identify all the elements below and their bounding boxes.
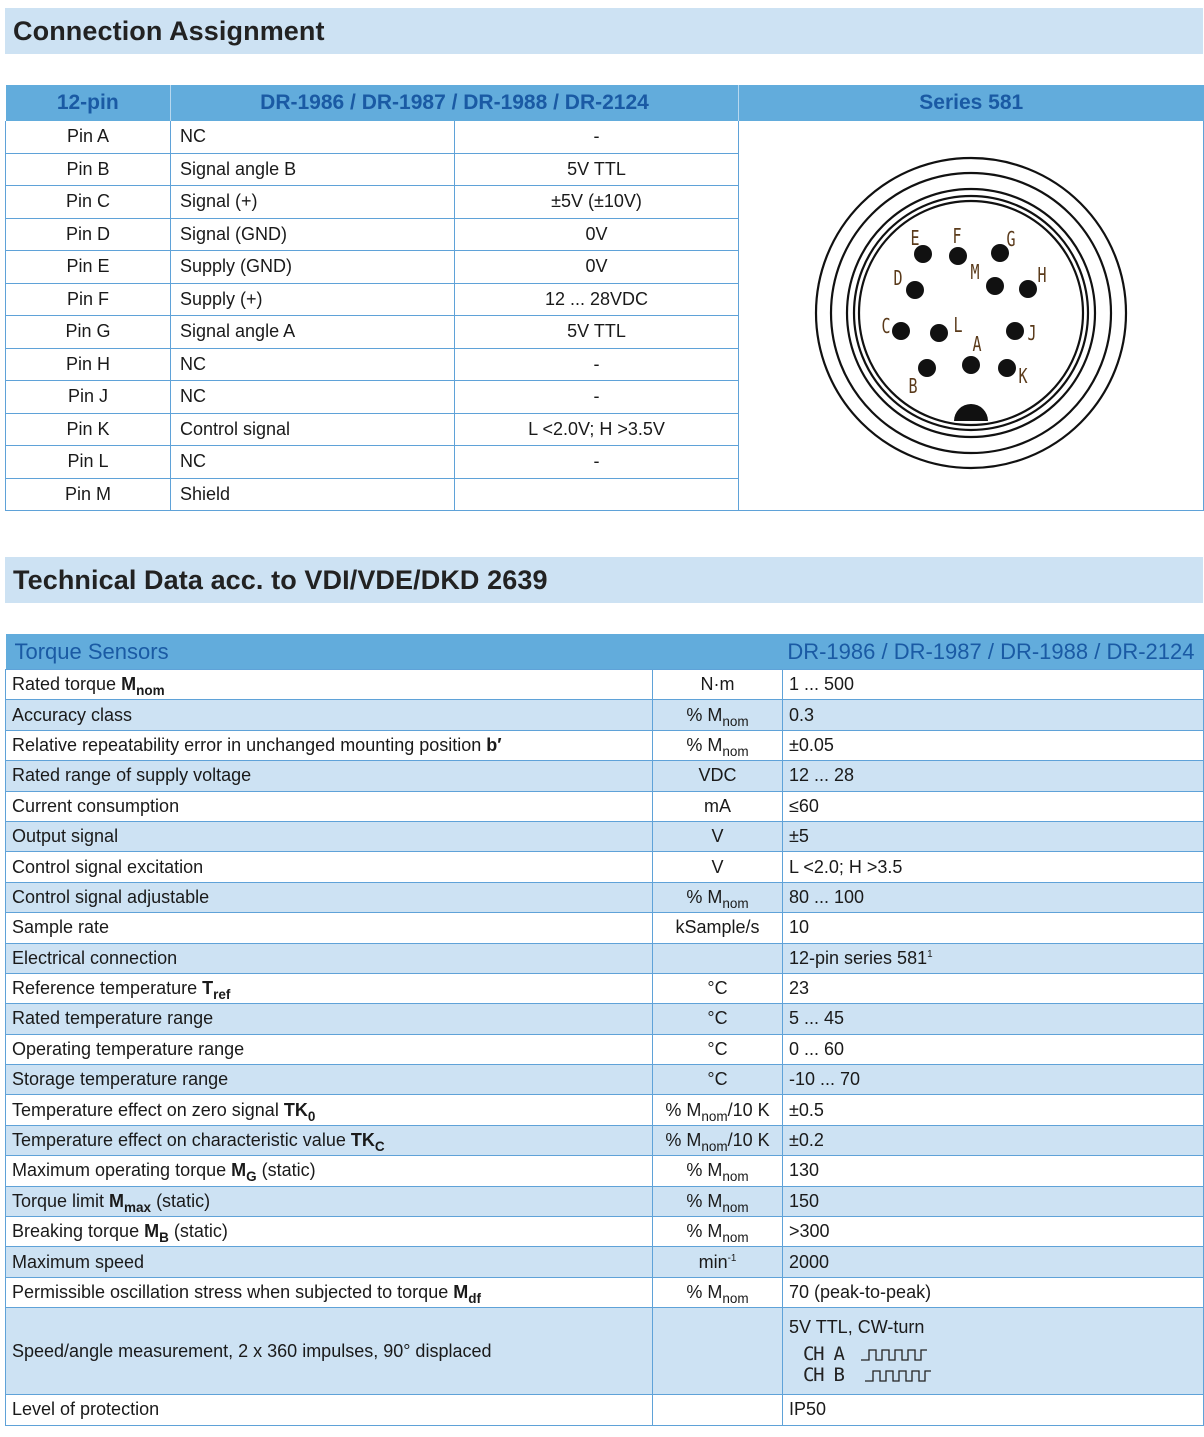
spec-row bbox=[6, 1125, 1204, 1155]
parameter-symbol: M bbox=[144, 1221, 160, 1242]
pin-function: Signal (GND) bbox=[171, 218, 455, 251]
spec-parameter bbox=[6, 1004, 653, 1034]
pin-contact-c bbox=[892, 322, 910, 340]
pin-function: NC bbox=[171, 121, 455, 153]
header-models: DR-1986 / DR-1987 / DR-1988 / DR-2124 bbox=[171, 85, 739, 121]
technical-section-title: Technical Data acc. to VDI/VDE/DKD 2639 bbox=[13, 565, 548, 595]
unit-text: % M bbox=[686, 886, 723, 907]
key-notch bbox=[954, 404, 988, 421]
pin-name: Pin L bbox=[6, 446, 171, 479]
connection-table-header bbox=[6, 85, 1204, 121]
spec-parameter bbox=[6, 1156, 653, 1186]
spec-row bbox=[6, 1095, 1204, 1125]
parameter-text: Operating temperature range bbox=[12, 1038, 245, 1059]
spec-row bbox=[6, 700, 1204, 730]
pin-value: 0V bbox=[455, 218, 739, 251]
parameter-text: Rated range of supply voltage bbox=[12, 765, 252, 786]
parameter-text: Maximum operating torque bbox=[12, 1160, 232, 1181]
spec-parameter bbox=[6, 1217, 653, 1247]
unit-text: min bbox=[698, 1251, 728, 1272]
pin-label-h: H bbox=[1037, 265, 1047, 288]
header-models: DR-1986 / DR-1987 / DR-1988 / DR-2124 bbox=[783, 634, 1204, 670]
pin-value: 5V TTL bbox=[455, 316, 739, 349]
pin-value: - bbox=[455, 121, 739, 153]
pin-contact-m bbox=[986, 277, 1004, 295]
value-text: 10 bbox=[789, 917, 810, 938]
spec-parameter bbox=[6, 1034, 653, 1064]
spec-parameter bbox=[6, 913, 653, 943]
spec-row bbox=[6, 821, 1204, 851]
pin-function: Shield bbox=[171, 478, 455, 511]
parameter-text: Speed/angle measurement, 2 x 360 impulses, 90° displaced bbox=[12, 1340, 492, 1361]
unit-text: % M bbox=[686, 1282, 723, 1302]
parameter-symbol-subscript: B bbox=[159, 1230, 169, 1246]
pin-value: 0V bbox=[455, 251, 739, 284]
value-text: ≤60 bbox=[789, 795, 819, 816]
parameter-text: Reference temperature bbox=[12, 978, 203, 999]
parameter-suffix: (static) bbox=[168, 1221, 228, 1242]
spec-value bbox=[783, 1186, 1204, 1216]
parameter-text: Control signal adjustable bbox=[12, 886, 210, 907]
unit-text: V bbox=[711, 856, 724, 877]
connection-section-title: Connection Assignment bbox=[13, 16, 325, 46]
pin-value: L <2.0V; H >3.5V bbox=[455, 413, 739, 446]
spec-value bbox=[783, 1217, 1204, 1247]
pin-contact-f bbox=[949, 247, 967, 265]
spec-parameter bbox=[6, 730, 653, 760]
parameter-text: Current consumption bbox=[12, 795, 180, 816]
spec-parameter bbox=[6, 973, 653, 1003]
parameter-symbol: M bbox=[121, 674, 137, 695]
spec-row bbox=[6, 1277, 1204, 1307]
pin-name: Pin K bbox=[6, 413, 171, 446]
value-text: >300 bbox=[789, 1221, 830, 1242]
pin-contact-l bbox=[930, 324, 948, 342]
unit-text: VDC bbox=[698, 765, 737, 786]
spec-unit bbox=[653, 821, 783, 851]
pin-label-g: G bbox=[1006, 229, 1016, 252]
connector-diagram-cell bbox=[739, 121, 1204, 511]
spec-unit bbox=[653, 1247, 783, 1277]
spec-unit bbox=[653, 1395, 783, 1425]
unit-text: °C bbox=[707, 1038, 728, 1059]
spec-row bbox=[6, 761, 1204, 791]
spec-parameter bbox=[6, 1065, 653, 1095]
spec-parameter bbox=[6, 821, 653, 851]
parameter-symbol: M bbox=[231, 1160, 247, 1181]
pin-name: Pin A bbox=[6, 121, 171, 153]
pin-label-e: E bbox=[910, 228, 920, 251]
channel-label: CH B bbox=[803, 1363, 845, 1386]
parameter-text: Storage temperature range bbox=[12, 1069, 229, 1090]
connector-ring bbox=[854, 196, 1088, 430]
spec-unit bbox=[653, 1065, 783, 1095]
spec-unit bbox=[653, 700, 783, 730]
spec-row bbox=[6, 913, 1204, 943]
spec-unit bbox=[653, 913, 783, 943]
spec-value bbox=[783, 1247, 1204, 1277]
spec-value bbox=[783, 730, 1204, 760]
unit-text: % M bbox=[686, 1221, 723, 1242]
pin-function: Signal angle A bbox=[171, 316, 455, 349]
pin-value: 5V TTL bbox=[455, 153, 739, 186]
pin-name: Pin E bbox=[6, 251, 171, 284]
spec-value bbox=[783, 1034, 1204, 1064]
parameter-text: Temperature effect on zero signal bbox=[12, 1099, 284, 1120]
pin-label-l: L bbox=[953, 315, 963, 338]
pin-label-b: B bbox=[908, 376, 918, 399]
spec-row bbox=[6, 1034, 1204, 1064]
pin-function: NC bbox=[171, 446, 455, 479]
parameter-symbol: TK bbox=[283, 1099, 308, 1120]
pin-name: Pin H bbox=[6, 348, 171, 381]
unit-subscript: nom bbox=[722, 1230, 749, 1246]
pin-function: NC bbox=[171, 348, 455, 381]
value-text: ±5 bbox=[789, 826, 809, 847]
value-text: 12-pin series 581 bbox=[789, 947, 928, 968]
parameter-text: Control signal excitation bbox=[12, 856, 204, 877]
technical-table-header bbox=[6, 634, 1204, 670]
value-text: 70 (peak-to-peak) bbox=[789, 1282, 932, 1302]
value-text: ±0.5 bbox=[789, 1099, 824, 1120]
unit-text: % M bbox=[665, 1130, 702, 1151]
pin-label-k: K bbox=[1018, 366, 1028, 389]
channel-label: CH A bbox=[803, 1342, 845, 1365]
value-text: 150 bbox=[789, 1190, 820, 1211]
footnote-marker: 1 bbox=[927, 948, 933, 960]
connector-ring bbox=[847, 189, 1095, 437]
parameter-text: Level of protection bbox=[12, 1399, 160, 1420]
pin-contact-h bbox=[1019, 280, 1037, 298]
unit-text: % M bbox=[686, 734, 723, 755]
connector-ring bbox=[859, 201, 1083, 425]
value-text: 0 ... 60 bbox=[789, 1038, 845, 1059]
spec-parameter bbox=[6, 1277, 653, 1307]
spec-row bbox=[6, 882, 1204, 912]
spec-value bbox=[783, 973, 1204, 1003]
spec-row bbox=[6, 791, 1204, 821]
pin-function: Signal (+) bbox=[171, 186, 455, 219]
spec-unit bbox=[653, 1186, 783, 1216]
value-text: 1 ... 500 bbox=[789, 674, 855, 695]
spec-value bbox=[783, 670, 1204, 700]
unit-subscript: nom bbox=[722, 1199, 749, 1215]
spec-parameter bbox=[6, 1395, 653, 1425]
spec-unit bbox=[653, 791, 783, 821]
spec-unit bbox=[653, 1277, 783, 1307]
parameter-text: Breaking torque bbox=[12, 1221, 145, 1242]
spec-unit bbox=[653, 1125, 783, 1155]
spec-value bbox=[783, 1156, 1204, 1186]
parameter-symbol-subscript: df bbox=[468, 1291, 481, 1306]
spec-unit bbox=[653, 761, 783, 791]
value-text: 23 bbox=[789, 978, 810, 999]
unit-text: N·m bbox=[700, 674, 735, 695]
unit-subscript: nom bbox=[722, 895, 749, 911]
parameter-symbol-subscript: C bbox=[374, 1139, 385, 1155]
parameter-text: Output signal bbox=[12, 826, 119, 847]
spec-row bbox=[6, 670, 1204, 700]
parameter-suffix: (static) bbox=[256, 1160, 316, 1181]
connector-ring bbox=[816, 158, 1126, 468]
pin-label-j: J bbox=[1027, 323, 1037, 346]
header-series: Series 581 bbox=[739, 85, 1204, 121]
parameter-text: Rated temperature range bbox=[12, 1008, 214, 1029]
pin-name: Pin B bbox=[6, 153, 171, 186]
value-text: 80 ... 100 bbox=[789, 886, 865, 907]
technical-section-header bbox=[5, 557, 1203, 603]
spec-row bbox=[6, 852, 1204, 882]
unit-text: % M bbox=[665, 1099, 702, 1120]
spec-value bbox=[783, 1308, 1204, 1395]
connector-pinout-diagram bbox=[806, 148, 1136, 478]
pin-function: Control signal bbox=[171, 413, 455, 446]
spec-row bbox=[6, 1395, 1204, 1425]
parameter-text: Relative repeatability error in unchanged mounting position bbox=[12, 734, 487, 755]
spec-value bbox=[783, 1395, 1204, 1425]
spec-row bbox=[6, 1186, 1204, 1216]
spec-value bbox=[783, 913, 1204, 943]
spec-value bbox=[783, 882, 1204, 912]
spec-unit bbox=[653, 943, 783, 973]
spec-unit bbox=[653, 882, 783, 912]
spec-unit bbox=[653, 1156, 783, 1186]
spec-parameter bbox=[6, 670, 653, 700]
spec-value bbox=[783, 1277, 1204, 1307]
pin-name: Pin C bbox=[6, 186, 171, 219]
unit-text: mA bbox=[704, 795, 731, 816]
value-text: 5V TTL, CW-turn bbox=[789, 1316, 925, 1337]
spec-value bbox=[783, 821, 1204, 851]
pin-function: Signal angle B bbox=[171, 153, 455, 186]
pin-name: Pin J bbox=[6, 381, 171, 414]
value-text: 0.3 bbox=[789, 704, 815, 725]
value-text: ±0.2 bbox=[789, 1130, 824, 1151]
parameter-symbol-subscript: max bbox=[124, 1199, 152, 1215]
pin-label-a: A bbox=[972, 334, 982, 357]
spec-parameter bbox=[6, 761, 653, 791]
spec-unit bbox=[653, 1217, 783, 1247]
parameter-text: Torque limit bbox=[12, 1190, 110, 1211]
unit-text: % M bbox=[686, 1160, 723, 1181]
unit-subscript: nom bbox=[722, 713, 749, 729]
parameter-symbol: M bbox=[453, 1282, 469, 1302]
pulse-waveform bbox=[861, 1350, 927, 1360]
spec-value bbox=[783, 761, 1204, 791]
parameter-text: Temperature effect on characteristic value bbox=[12, 1130, 351, 1151]
pin-contact-j bbox=[1006, 322, 1024, 340]
spec-unit bbox=[653, 730, 783, 760]
spec-value bbox=[783, 852, 1204, 882]
spec-value bbox=[783, 700, 1204, 730]
pin-name: Pin M bbox=[6, 478, 171, 511]
spec-parameter bbox=[6, 1095, 653, 1125]
spec-parameter bbox=[6, 1308, 653, 1395]
pin-label-f: F bbox=[952, 226, 962, 249]
pin-value: - bbox=[455, 348, 739, 381]
unit-suffix: /10 K bbox=[727, 1130, 770, 1151]
spec-row bbox=[6, 1247, 1204, 1277]
spec-row bbox=[6, 943, 1204, 973]
spec-unit bbox=[653, 1308, 783, 1395]
unit-suffix: /10 K bbox=[727, 1099, 770, 1120]
connection-section-header bbox=[5, 8, 1203, 54]
pin-value: - bbox=[455, 381, 739, 414]
unit-text: % M bbox=[686, 704, 723, 725]
spec-unit bbox=[653, 1095, 783, 1125]
parameter-text: Permissible oscillation stress when subjected to torque bbox=[12, 1282, 454, 1302]
spec-value bbox=[783, 943, 1204, 973]
pin-value: 12 ... 28VDC bbox=[455, 283, 739, 316]
value-text: 5 ... 45 bbox=[789, 1008, 845, 1029]
unit-subscript: nom bbox=[701, 1139, 728, 1155]
spec-value bbox=[783, 791, 1204, 821]
parameter-symbol: b′ bbox=[486, 734, 502, 755]
header-12-pin: 12-pin bbox=[6, 85, 171, 121]
connection-table bbox=[5, 85, 1204, 511]
technical-data-table bbox=[5, 634, 1204, 1426]
parameter-text: Accuracy class bbox=[12, 704, 133, 725]
spec-parameter bbox=[6, 1247, 653, 1277]
parameter-symbol-subscript: ref bbox=[213, 987, 231, 1003]
parameter-text: Electrical connection bbox=[12, 947, 178, 968]
unit-text: °C bbox=[707, 1069, 728, 1090]
parameter-symbol: T bbox=[202, 978, 214, 999]
pin-row bbox=[6, 121, 1204, 153]
pin-function: Supply (+) bbox=[171, 283, 455, 316]
quadrature-signal-icon bbox=[803, 1342, 943, 1386]
spec-row bbox=[6, 1156, 1204, 1186]
spec-row bbox=[6, 1308, 1204, 1395]
pin-function: NC bbox=[171, 381, 455, 414]
value-text: L <2.0; H >3.5 bbox=[789, 856, 903, 877]
spec-value bbox=[783, 1095, 1204, 1125]
unit-text: °C bbox=[707, 1008, 728, 1029]
parameter-symbol: M bbox=[109, 1190, 125, 1211]
parameter-symbol-subscript: 0 bbox=[307, 1108, 316, 1124]
value-text: 130 bbox=[789, 1160, 820, 1181]
parameter-symbol-subscript: G bbox=[246, 1169, 257, 1185]
unit-superscript: -1 bbox=[727, 1252, 737, 1264]
spec-unit bbox=[653, 973, 783, 1003]
pin-name: Pin D bbox=[6, 218, 171, 251]
value-text: IP50 bbox=[789, 1399, 827, 1420]
value-text: 12 ... 28 bbox=[789, 765, 855, 786]
spec-parameter bbox=[6, 1186, 653, 1216]
pin-contact-d bbox=[906, 281, 924, 299]
parameter-symbol-subscript: nom bbox=[136, 683, 165, 699]
pin-function: Supply (GND) bbox=[171, 251, 455, 284]
pin-value: - bbox=[455, 446, 739, 479]
pin-name: Pin G bbox=[6, 316, 171, 349]
unit-subscript: nom bbox=[722, 1291, 749, 1306]
spec-parameter bbox=[6, 943, 653, 973]
spec-parameter bbox=[6, 791, 653, 821]
pin-label-c: C bbox=[881, 316, 891, 339]
parameter-symbol: TK bbox=[350, 1130, 375, 1151]
pin-value: ±5V (±10V) bbox=[455, 186, 739, 219]
pin-contact-b bbox=[918, 359, 936, 377]
spec-unit bbox=[653, 1034, 783, 1064]
spec-row bbox=[6, 1217, 1204, 1247]
spec-parameter bbox=[6, 1125, 653, 1155]
pin-label-m: M bbox=[970, 262, 980, 285]
pin-label-d: D bbox=[893, 268, 903, 291]
unit-subscript: nom bbox=[722, 1169, 749, 1185]
parameter-text: Maximum speed bbox=[12, 1251, 145, 1272]
header-torque-sensors: Torque Sensors bbox=[6, 634, 783, 670]
pin-name: Pin F bbox=[6, 283, 171, 316]
pulse-waveform bbox=[865, 1371, 931, 1381]
unit-text: % M bbox=[686, 1190, 723, 1211]
spec-row bbox=[6, 1065, 1204, 1095]
parameter-suffix: (static) bbox=[151, 1190, 211, 1211]
spec-row bbox=[6, 973, 1204, 1003]
spec-value bbox=[783, 1125, 1204, 1155]
spec-row bbox=[6, 1004, 1204, 1034]
spec-parameter bbox=[6, 852, 653, 882]
unit-text: kSample/s bbox=[675, 917, 760, 938]
parameter-text: Sample rate bbox=[12, 917, 110, 938]
value-text: 2000 bbox=[789, 1251, 830, 1272]
spec-parameter bbox=[6, 882, 653, 912]
spec-unit bbox=[653, 1004, 783, 1034]
unit-text: V bbox=[711, 826, 724, 847]
value-text: -10 ... 70 bbox=[789, 1069, 861, 1090]
spec-row bbox=[6, 730, 1204, 760]
pin-contact-a bbox=[962, 356, 980, 374]
spec-value bbox=[783, 1065, 1204, 1095]
spec-parameter bbox=[6, 700, 653, 730]
value-text: ±0.05 bbox=[789, 734, 834, 755]
parameter-text: Rated torque bbox=[12, 674, 122, 695]
unit-subscript: nom bbox=[701, 1108, 728, 1124]
unit-subscript: nom bbox=[722, 743, 749, 759]
spec-value bbox=[783, 1004, 1204, 1034]
pin-value bbox=[455, 478, 739, 511]
spec-unit bbox=[653, 852, 783, 882]
spec-unit bbox=[653, 670, 783, 700]
pin-contact-k bbox=[998, 359, 1016, 377]
unit-text: °C bbox=[707, 978, 728, 999]
